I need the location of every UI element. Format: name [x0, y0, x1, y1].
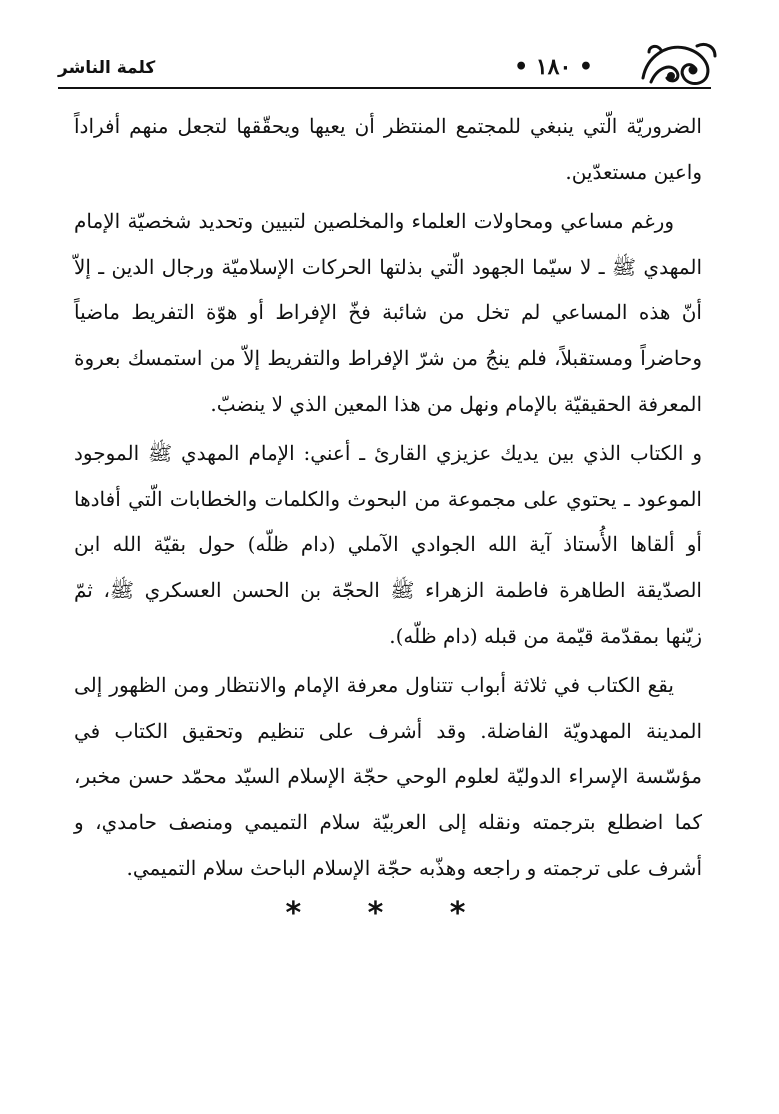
running-header-title: كلمة الناشر [58, 58, 156, 78]
page-header [58, 38, 711, 88]
paragraph-4: يقع الكتاب في ثلاثة أبواب تتناول معرفة الإمام والانتظار ومن الظهور إلى المدينة المهدويّة الفاضلة. وقد أشرف على تنظيم وتحقيق الكتاب في مؤسّسة الإسراء الدوليّة لعلوم الوحي حجّة الإسلام السيّد محمّد حسن مخبر، كما اضطلع بترجمته ونقله إلى العربيّة سلام التميمي ومنصف حامدي، و أشرف على ترجمته و راجعه وهذّبه حجّة الإسلام الباحث سلام التميمي. [74, 673, 702, 880]
ornament-icon [637, 38, 719, 90]
paragraph-1: الضروريّة الّتي ينبغي للمجتمع المنتظر أن يعيها ويحقّقها لتجعل منهم أفراداً واعين مستعدّين. [74, 114, 702, 184]
paragraph-3: و الكتاب الذي بين يديك عزيزي القارئ ـ أعني: الإمام المهدي ﷺ الموجود الموعود ـ يحتوي على مجموعة من البحوث والكلمات والخطابات الّتي أفادها أو ألقاها الأُستاذ آية الله الجوادي الآملي (دام ظلّه) حول بقيّة الله ابن الصدّيقة الطاهرة فاطمة الزهراء ﷺ الحجّة بن الحسن العسكري ﷺ، ثمّ زيّنها بمقدّمة قيّمة من قبله (دام ظلّه). [74, 441, 702, 648]
header-divider [58, 87, 711, 89]
body-text [74, 104, 702, 891]
paragraph-2: ورغم مساعي ومحاولات العلماء والمخلصين لتبيين وتحديد شخصيّة الإمام المهدي ﷺ ـ لا سيّما الجهود الّتي بذلتها الحركات الإسلاميّة ورجال الدين ـ إلاّ أنّ هذه المساعي لم تخل من شائبة فخّ الإفراط أو هوّة التفريط ماضياً وحاضراً ومستقبلاً، فلم ينجُ من شرّ الإفراط والتفريط إلاّ من استمسك بعروة المعرفة الحقيقيّة بالإمام ونهل من هذا المعين الذي لا ينضبّ. [74, 209, 702, 416]
page-number: • ١٨٠ • [514, 54, 593, 80]
section-separator: * * * [285, 896, 494, 931]
